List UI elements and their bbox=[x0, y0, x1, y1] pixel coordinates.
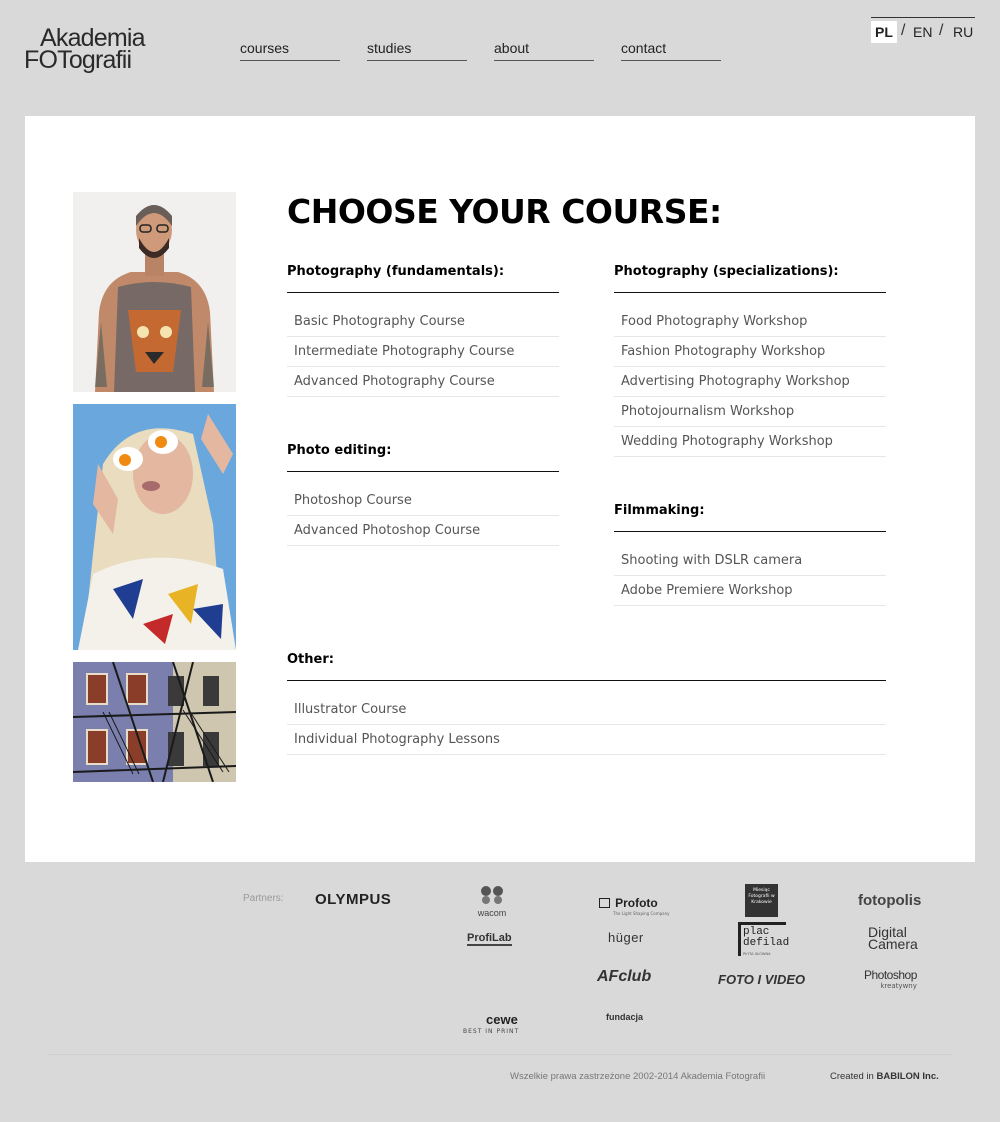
course-item[interactable] bbox=[287, 516, 559, 546]
cewe-subtext: BEST IN PRINT bbox=[463, 1028, 520, 1035]
partner-profoto[interactable] bbox=[599, 892, 670, 916]
wacom-icon bbox=[478, 884, 506, 906]
course-item[interactable] bbox=[287, 367, 559, 397]
partner-wacom[interactable] bbox=[470, 884, 514, 918]
language-switcher bbox=[871, 17, 975, 44]
profoto-icon bbox=[599, 898, 610, 908]
course-item[interactable] bbox=[614, 546, 886, 576]
course-item[interactable] bbox=[287, 725, 886, 755]
section-filmmaking bbox=[614, 503, 886, 606]
course-item[interactable] bbox=[287, 486, 559, 516]
course-item[interactable] bbox=[287, 337, 559, 367]
lang-separator: / bbox=[901, 22, 906, 39]
section-photo-editing bbox=[287, 443, 559, 546]
lang-en[interactable]: EN bbox=[913, 24, 933, 40]
logo-line-2: FOTografii bbox=[24, 46, 132, 74]
partner-digital-camera[interactable]: Digital Camera bbox=[868, 924, 918, 952]
nav-contact[interactable]: contact bbox=[621, 40, 721, 61]
course-link[interactable]: Photojournalism Workshop bbox=[621, 404, 795, 419]
wacom-text: wacom bbox=[477, 908, 507, 918]
nav-about[interactable]: about bbox=[494, 40, 594, 61]
course-link[interactable]: Shooting with DSLR camera bbox=[621, 553, 803, 568]
partner-miesiac-fotografii[interactable] bbox=[745, 884, 778, 917]
partner-photoshop-kreatywny[interactable] bbox=[864, 968, 917, 990]
partner-plac-defilad[interactable] bbox=[738, 922, 790, 956]
course-link[interactable]: Basic Photography Course bbox=[294, 314, 465, 329]
photo-woman-eggs bbox=[73, 404, 236, 650]
section-heading: Other: bbox=[287, 652, 886, 681]
partner-cewe[interactable] bbox=[463, 1009, 519, 1035]
course-link[interactable]: Food Photography Workshop bbox=[621, 314, 808, 329]
section-fundamentals bbox=[287, 264, 559, 397]
miesiac-text: Miesiąc Fotografii w Krakowie bbox=[748, 888, 775, 905]
course-item[interactable] bbox=[614, 337, 886, 367]
created-by bbox=[830, 1071, 939, 1082]
nav-studies[interactable]: studies bbox=[367, 40, 467, 61]
course-item[interactable] bbox=[614, 397, 886, 427]
cewe-text: cewe bbox=[486, 1012, 518, 1027]
course-item[interactable] bbox=[614, 367, 886, 397]
profoto-text: Profoto bbox=[615, 896, 658, 910]
plac-text: plac defilad bbox=[743, 926, 790, 949]
section-heading: Photo editing: bbox=[287, 443, 559, 472]
section-heading: Photography (specializations): bbox=[614, 264, 886, 293]
logo-line-1: Akademia bbox=[40, 24, 145, 52]
footer-divider bbox=[48, 1054, 952, 1055]
course-link[interactable]: Individual Photography Lessons bbox=[294, 732, 500, 747]
course-link[interactable]: Illustrator Course bbox=[294, 702, 407, 717]
content-panel bbox=[25, 116, 975, 862]
page-title: CHOOSE YOUR COURSE: bbox=[287, 192, 722, 231]
partner-huger[interactable]: hüger bbox=[608, 930, 644, 945]
course-link[interactable]: Advanced Photography Course bbox=[294, 374, 495, 389]
section-specializations bbox=[614, 264, 886, 457]
lang-separator: / bbox=[939, 22, 944, 39]
section-other bbox=[287, 652, 886, 755]
course-link[interactable]: Wedding Photography Workshop bbox=[621, 434, 833, 449]
plac-subtext: PŁYTA GŁÓWNA bbox=[743, 952, 771, 956]
partners-label: Partners: bbox=[243, 893, 284, 904]
site-logo[interactable] bbox=[24, 24, 174, 76]
partner-afclub[interactable]: AFclub bbox=[597, 968, 652, 985]
section-heading: Filmmaking: bbox=[614, 503, 886, 532]
lang-pl[interactable]: PL bbox=[871, 21, 897, 43]
section-heading: Photography (fundamentals): bbox=[287, 264, 559, 293]
course-link[interactable]: Intermediate Photography Course bbox=[294, 344, 515, 359]
course-item[interactable] bbox=[614, 427, 886, 457]
created-company-link[interactable]: BABILON Inc. bbox=[876, 1071, 939, 1082]
course-link[interactable]: Advertising Photography Workshop bbox=[621, 374, 850, 389]
photo-tattooed-man bbox=[73, 192, 236, 392]
course-link[interactable]: Fashion Photography Workshop bbox=[621, 344, 826, 359]
partner-profilab[interactable]: ProfiLab bbox=[467, 932, 512, 944]
copyright-text: Wszelkie prawa zastrzeżone 2002-2014 Akademia Fotografii bbox=[510, 1071, 766, 1082]
course-item[interactable] bbox=[287, 307, 559, 337]
course-link[interactable]: Advanced Photoshop Course bbox=[294, 523, 481, 538]
course-item[interactable] bbox=[287, 695, 886, 725]
lang-ru[interactable]: RU bbox=[953, 24, 974, 40]
photoshop-text: Photoshop bbox=[864, 968, 917, 982]
partner-fotopolis[interactable]: fotopolis bbox=[858, 892, 922, 909]
course-link[interactable]: Adobe Premiere Workshop bbox=[621, 583, 793, 598]
photoshop-subtext: kreatywny bbox=[880, 982, 917, 990]
photo-brick-building bbox=[73, 662, 236, 782]
course-link[interactable]: Photoshop Course bbox=[294, 493, 412, 508]
course-item[interactable] bbox=[614, 576, 886, 606]
partner-fundacja[interactable]: fundacja bbox=[606, 1012, 644, 1022]
nav-courses[interactable]: courses bbox=[240, 40, 340, 61]
partner-olympus[interactable]: OLYMPUS bbox=[315, 891, 392, 908]
profoto-tagline: The Light Shaping Company bbox=[613, 911, 670, 916]
created-prefix: Created in bbox=[830, 1071, 874, 1082]
course-item[interactable] bbox=[614, 307, 886, 337]
partner-foto-i-video[interactable]: FOTO I VIDEO bbox=[718, 972, 806, 987]
